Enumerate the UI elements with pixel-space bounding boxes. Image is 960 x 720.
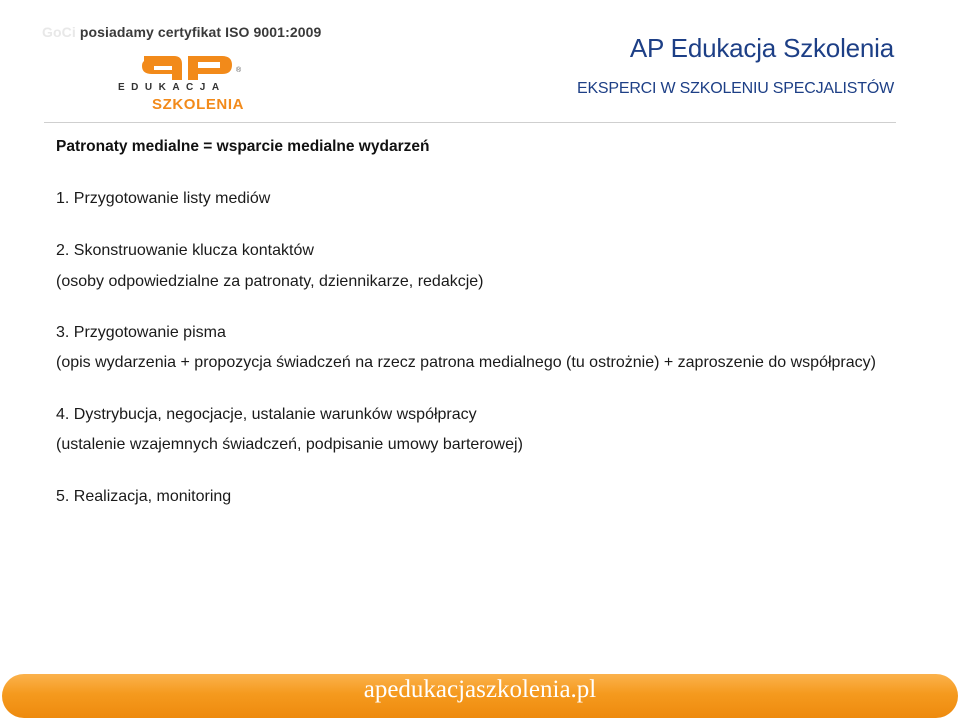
brand-subtitle: EKSPERCI W SZKOLENIU SPECJALISTÓW — [576, 80, 894, 97]
footer-url[interactable]: apedukacjaszkolenia.pl — [363, 676, 597, 703]
cert-text: posiadamy certyfikat ISO 9001:2009 — [79, 24, 322, 40]
logo-registered-mark: ® — [236, 67, 242, 74]
ap-edukacja-logo — [118, 50, 278, 116]
logo-line1: EDUKACJA — [118, 82, 226, 93]
header-divider — [44, 122, 896, 123]
logo-line2: SZKOLENIA — [152, 96, 245, 113]
brand-title: AP Edukacja Szkolenia — [629, 33, 894, 63]
iso-certificate-note — [42, 24, 321, 40]
slide-heading: Patronaty medialne = wsparcie medialne wydarzeń — [56, 138, 430, 155]
list-item: 1. Przygotowanie listy mediów — [56, 190, 271, 207]
list-item: 5. Realizacja, monitoring — [56, 488, 232, 505]
cert-prefix: GoCi — [42, 24, 76, 40]
list-item: 2. Skonstruowanie klucza kontaktów — [56, 242, 314, 259]
list-item-note: (opis wydarzenia + propozycja świadczeń na rzecz patrona medialnego (tu ostrożnie) + zaproszenie do współpracy) — [56, 354, 876, 371]
logo-ap-mark — [118, 50, 258, 82]
list-item-note: (osoby odpowiedzialne za patronaty, dziennikarze, redakcje) — [56, 273, 484, 290]
list-item: 4. Dystrybucja, negocjacje, ustalanie warunków współpracy — [56, 406, 477, 423]
list-item: 3. Przygotowanie pisma — [56, 324, 226, 341]
list-item-note: (ustalenie wzajemnych świadczeń, podpisanie umowy barterowej) — [56, 436, 523, 453]
